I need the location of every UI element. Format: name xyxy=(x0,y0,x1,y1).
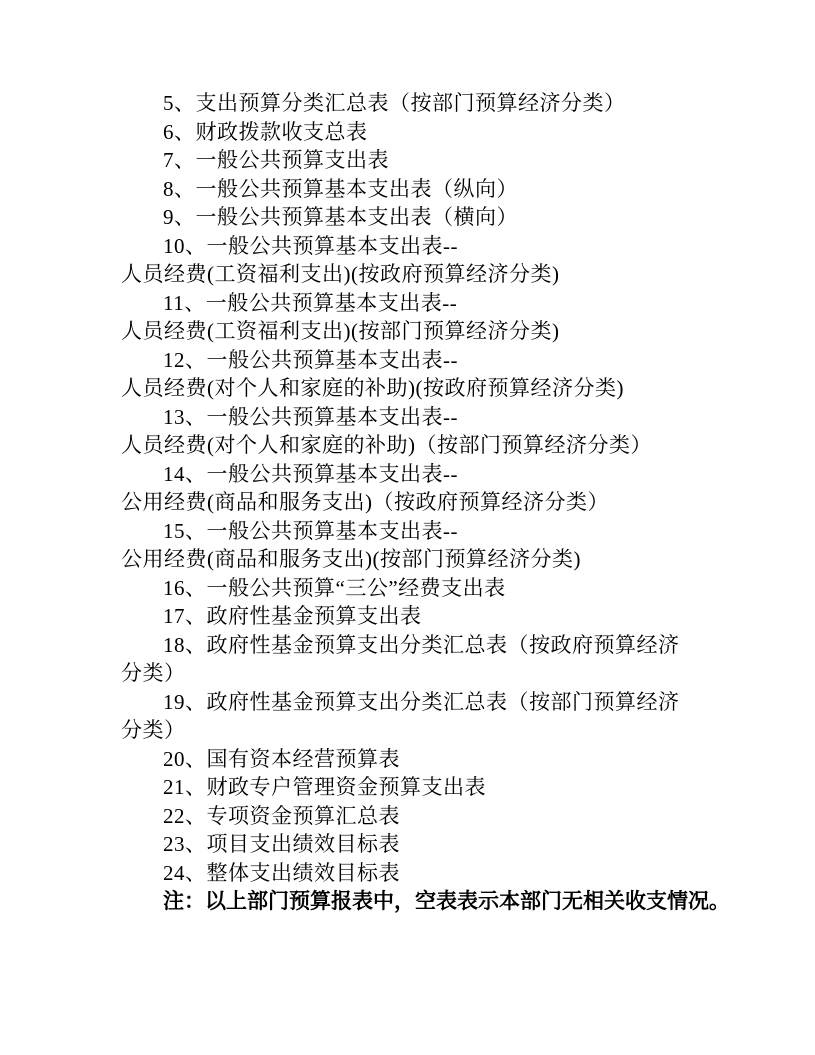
document-line: 分类） xyxy=(121,661,186,685)
document-line: 17、政府性基金预算支出表 xyxy=(163,604,422,628)
document-line: 分类） xyxy=(121,718,186,742)
document-line: 11、一般公共预算基本支出表-- xyxy=(163,290,458,315)
budget-report-list xyxy=(121,89,730,916)
document-line: 6、财政拨款收支总表 xyxy=(163,119,368,144)
document-line: 9、一般公共预算基本支出表（横向） xyxy=(163,205,518,229)
document-line: 10、一般公共预算基本支出表-- xyxy=(163,233,458,258)
document-line: 15、一般公共预算基本支出表-- xyxy=(163,518,458,543)
document-line: 16、一般公共预算“三公”经费支出表 xyxy=(163,575,506,600)
document-line: 人员经费(工资福利支出)(按部门预算经济分类) xyxy=(121,319,560,343)
document-line: 20、国有资本经营预算表 xyxy=(163,746,400,771)
document-line: 18、政府性基金预算支出分类汇总表（按政府预算经济 xyxy=(163,632,680,657)
document-line: 24、整体支出绩效目标表 xyxy=(163,860,400,885)
document-line: 公用经费(商品和服务支出)（按政府预算经济分类） xyxy=(121,490,609,514)
document-line: 12、一般公共预算基本支出表-- xyxy=(163,347,458,372)
document-line: 14、一般公共预算基本支出表-- xyxy=(163,461,458,486)
document-line: 21、财政专户管理资金预算支出表 xyxy=(163,775,486,799)
document-line: 公用经费(商品和服务支出)(按部门预算经济分类) xyxy=(121,547,581,571)
document-line: 13、一般公共预算基本支出表-- xyxy=(163,404,458,429)
document-line: 19、政府性基金预算支出分类汇总表（按部门预算经济 xyxy=(163,689,680,714)
document-line: 人员经费(对个人和家庭的补助)（按部门预算经济分类） xyxy=(121,433,652,457)
document-line: 人员经费(对个人和家庭的补助)(按政府预算经济分类) xyxy=(121,376,624,400)
document-line: 7、一般公共预算支出表 xyxy=(163,148,389,172)
document-line: 人员经费(工资福利支出)(按政府预算经济分类) xyxy=(121,262,560,286)
document-line: 8、一般公共预算基本支出表（纵向） xyxy=(163,176,518,201)
document-line: 23、项目支出绩效目标表 xyxy=(163,832,400,856)
document-line: 22、专项资金预算汇总表 xyxy=(163,803,400,828)
note-line: 注：以上部门预算报表中，空表表示本部门无相关收支情况。 xyxy=(163,889,730,913)
document-line: 5、支出预算分类汇总表（按部门预算经济分类） xyxy=(163,91,626,115)
